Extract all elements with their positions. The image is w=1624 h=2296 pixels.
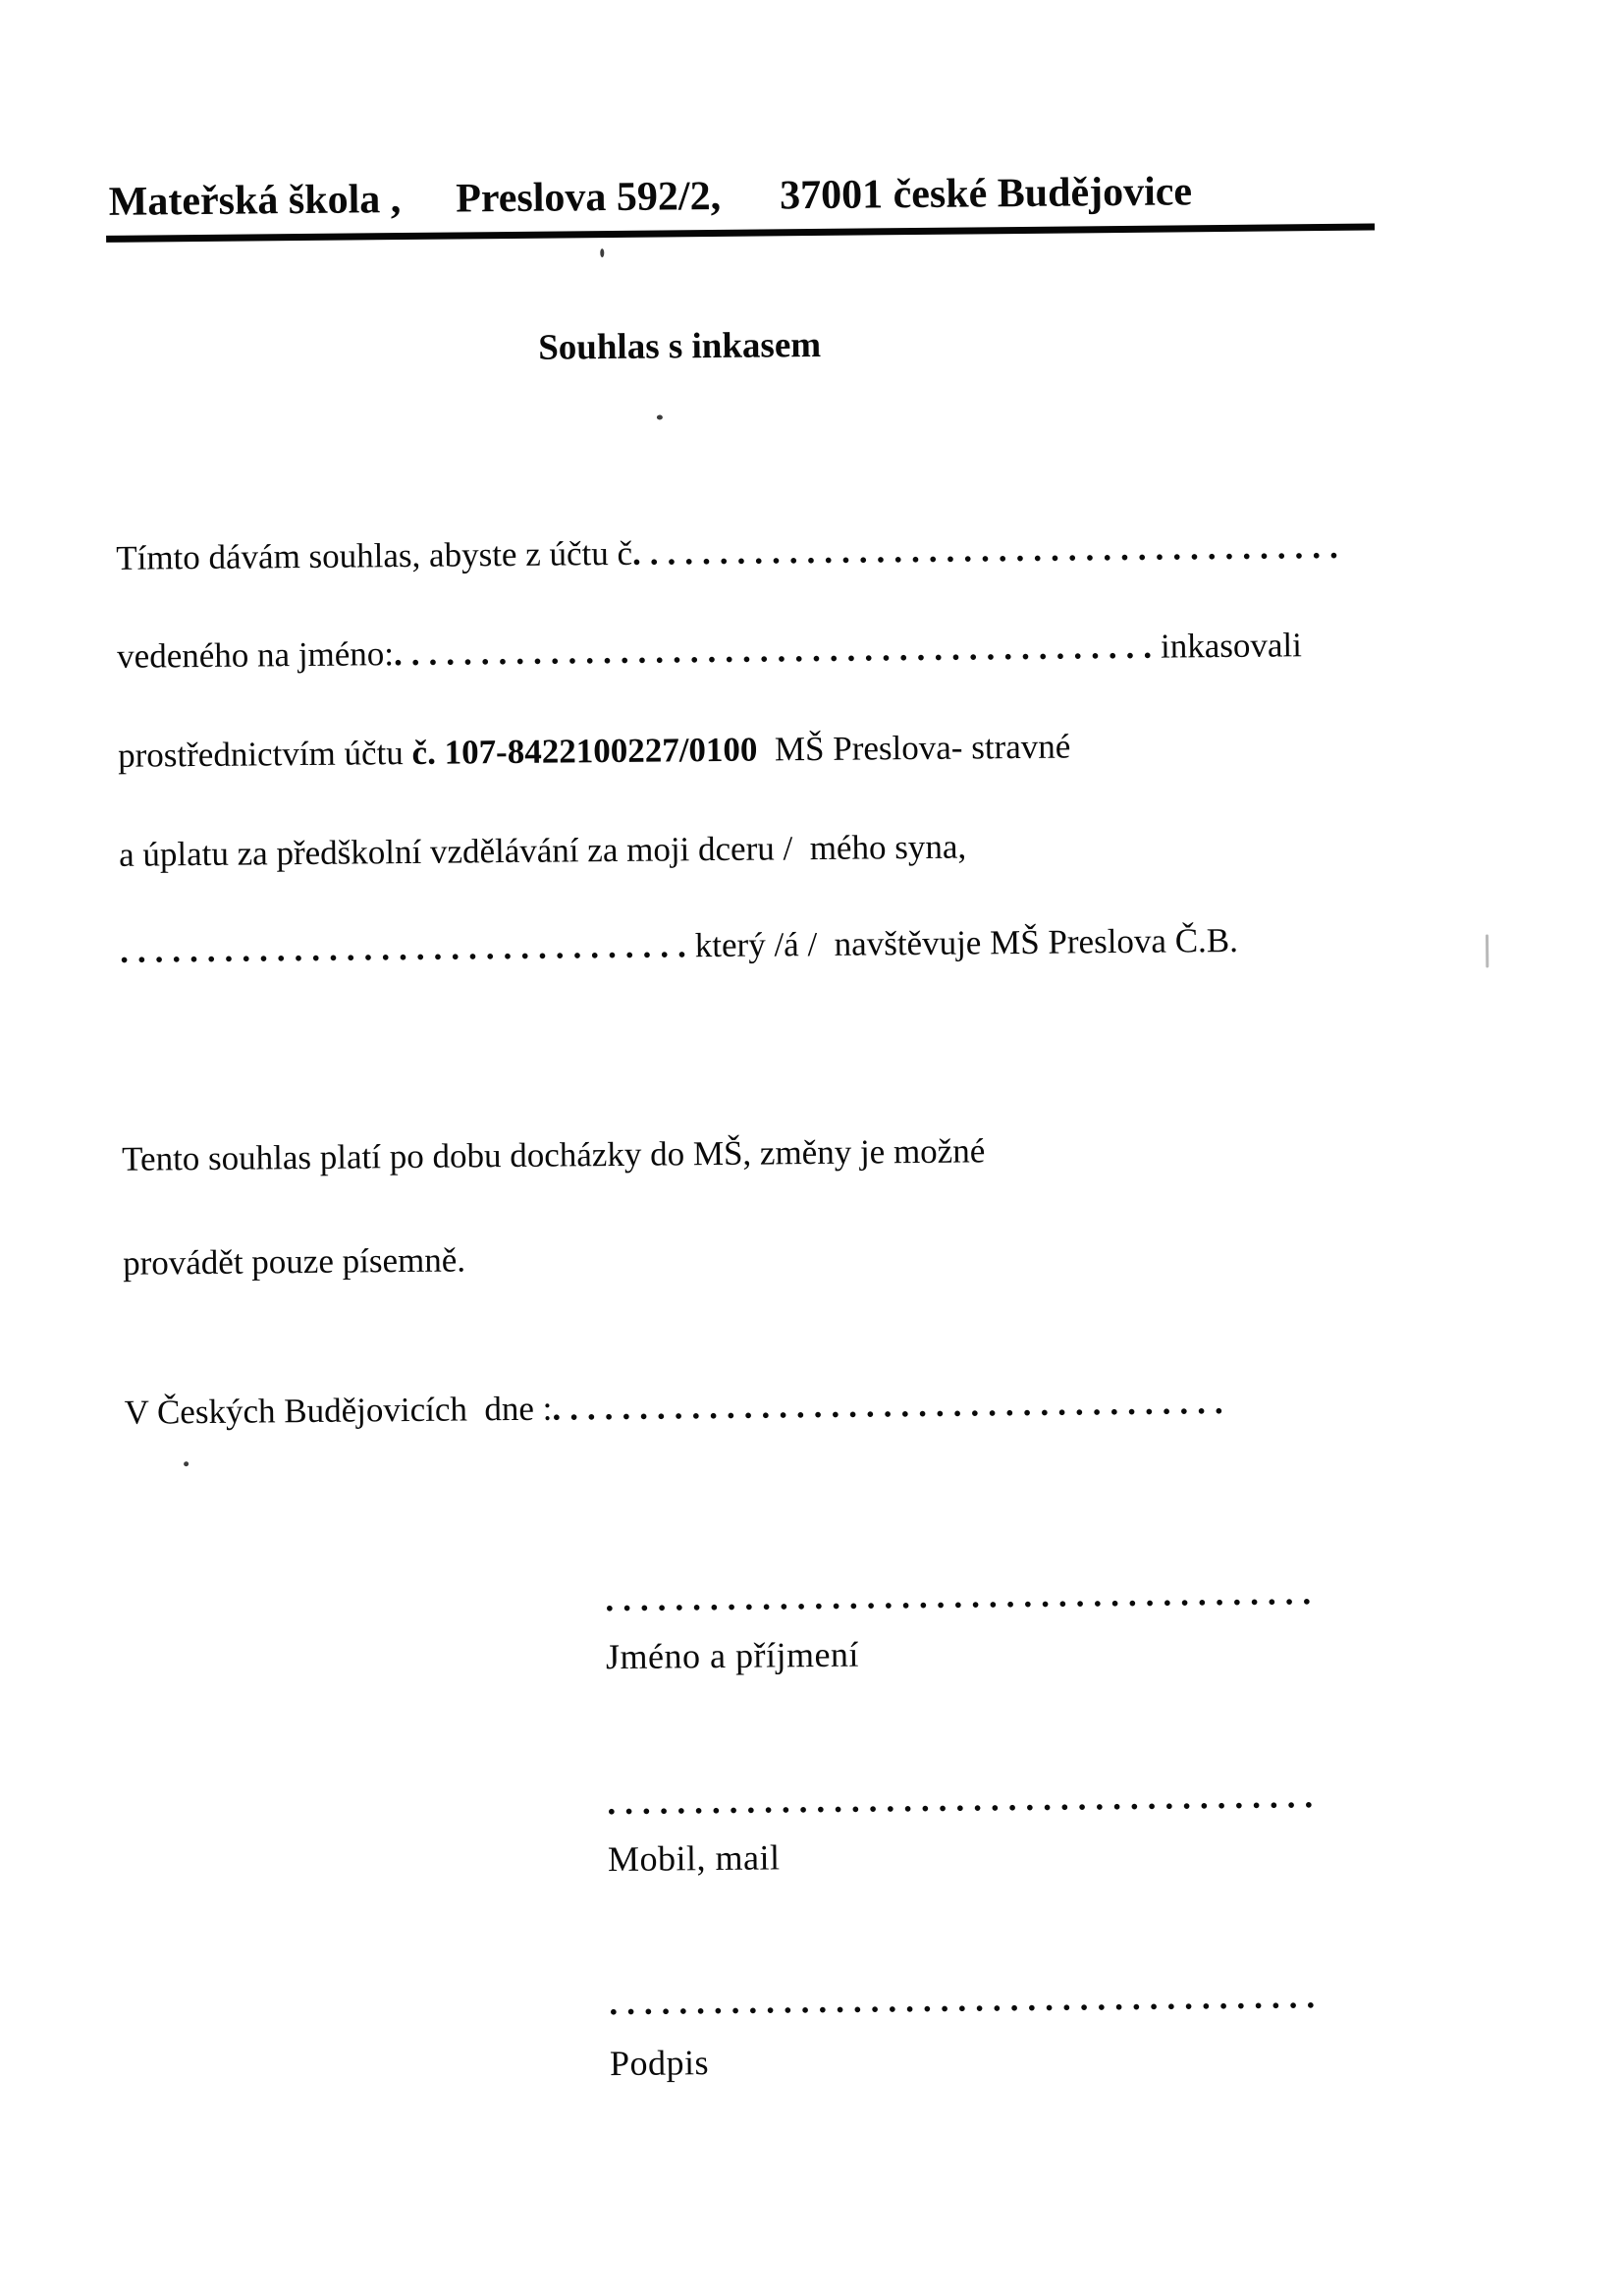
consent-line-tuition: a úplatu za předškolní vzdělávání za moji dceru / mého syna,: [118, 827, 967, 874]
validity-statement-line1: Tento souhlas platí po dobu docházky do MŠ, změny je možné: [121, 1131, 986, 1178]
consent-line-school-account: [118, 728, 1071, 776]
place-date-text: V Českých Budějovicích dne :: [124, 1389, 553, 1432]
consent-line5-text: který /á / navštěvuje MŠ Preslova Č.B.: [694, 920, 1239, 965]
scan-speck: [184, 1461, 189, 1466]
consent-line3-suffix: MŠ Preslova- stravné: [757, 727, 1071, 769]
scan-speck: [600, 248, 604, 257]
account-holder-fill-in-line: ............................................: [393, 627, 1162, 674]
signature-contact-label: Mobil, mail: [607, 1837, 781, 1880]
signature-name-label: Jméno a příjmení: [605, 1634, 860, 1677]
header-underline-rule: [106, 224, 1375, 243]
date-fill-in-line: .......................................: [552, 1382, 1232, 1428]
signature-name-fill-in-line: .........................................: [605, 1573, 1321, 1619]
header-school-name: Mateřská škola ,: [108, 177, 402, 225]
account-number-fill-in-line: .........................................: [631, 526, 1347, 573]
validity-statement-line2: provádět pouze písemně.: [122, 1240, 466, 1283]
child-name-fill-in-line: .................................: [119, 926, 695, 970]
scan-smudge: [1486, 934, 1489, 967]
consent-line1-text: Tímto dávám souhlas, abyste z účtu č: [116, 533, 633, 577]
school-account-number: č. 107-8422100227/0100: [411, 730, 758, 772]
place-and-date-line: [124, 1383, 1231, 1433]
header-street-address: Preslova 592/2,: [456, 173, 722, 222]
consent-line-child-name: [120, 921, 1238, 971]
consent-line-account-holder: [117, 626, 1302, 677]
consent-line3-prefix: prostřednictvím účtu: [117, 733, 412, 775]
document-title: Souhlas s inkasem: [538, 324, 822, 368]
scan-speck: [657, 414, 663, 419]
consent-line-account-number: [116, 527, 1347, 578]
header-city-zip: 37001 české Budějovice: [779, 169, 1193, 219]
signature-sign-label: Podpis: [609, 2043, 710, 2084]
consent-line2-suffix: inkasovali: [1160, 626, 1303, 666]
document-header: [109, 168, 1193, 226]
signature-sign-fill-in-line: .........................................: [609, 1977, 1325, 2023]
signature-contact-fill-in-line: .........................................: [607, 1777, 1323, 1823]
consent-line2-text: vedeného na jméno:: [117, 634, 395, 676]
